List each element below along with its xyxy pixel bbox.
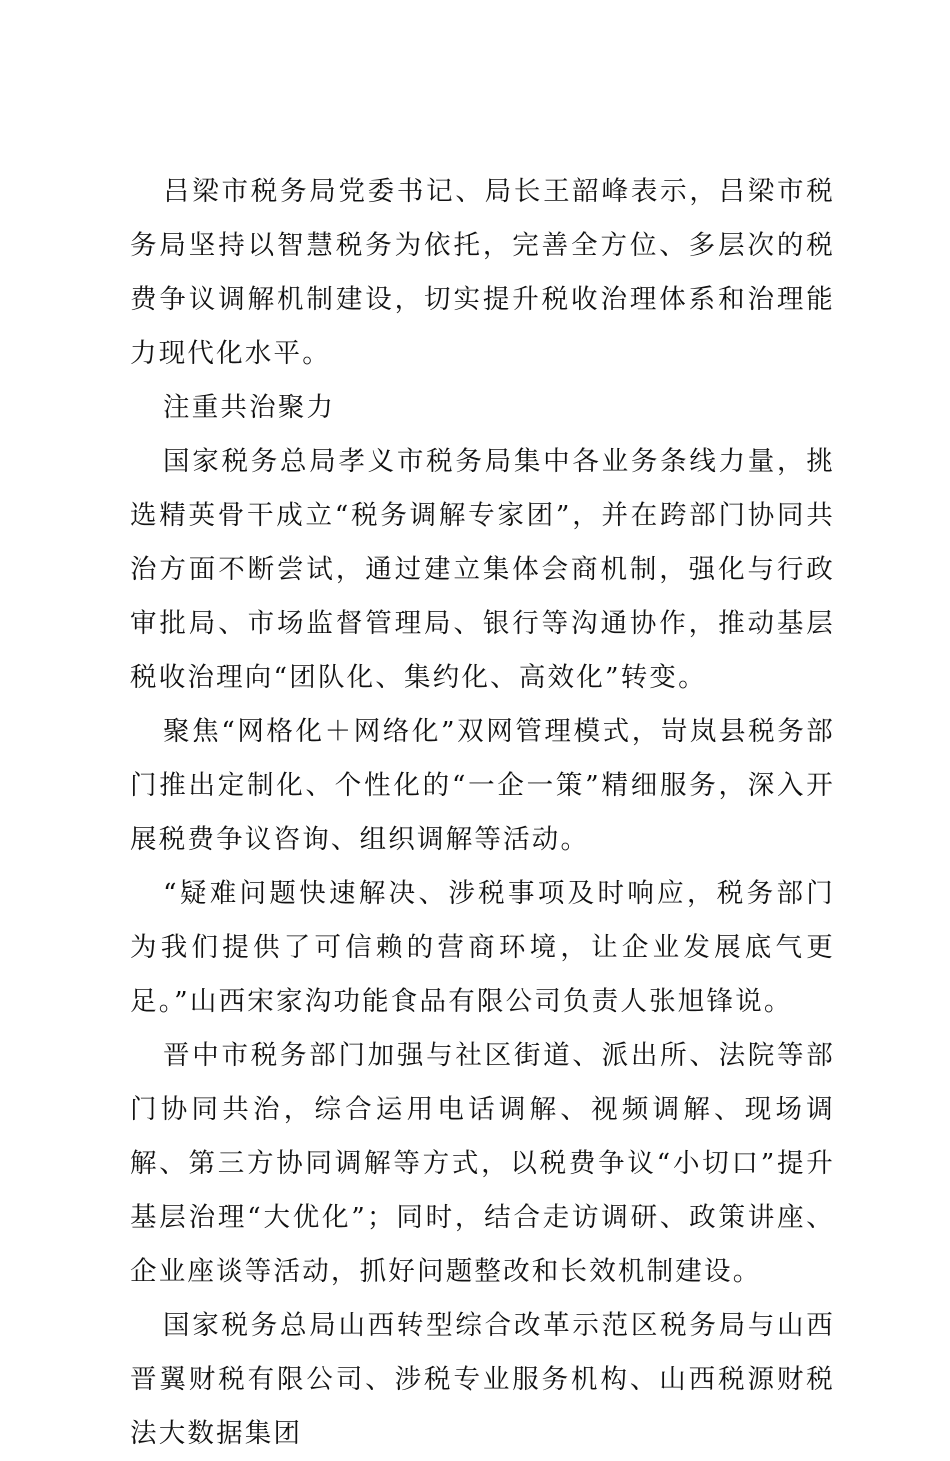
paragraph-quote: “疑难问题快速解决、涉税事项及时响应，税务部门为我们提供了可信赖的营商环境，让企业发展底气更足。”山西宋家沟功能食品有限公司负责人张旭锋说。 (130, 878, 835, 1017)
paragraph-demonstration-zone: 国家税务总局山西转型综合改革示范区税务局与山西晋翼财税有限公司、涉税专业服务机构、山西税源财税法大数据集团 (130, 1310, 835, 1449)
article-body (130, 165, 835, 1461)
paragraph-leader-statement: 吕梁市税务局党委书记、局长王韶峰表示，吕梁市税务局坚持以智慧税务为依托，完善全方位、多层次的税费争议调解机制建设，切实提升税收治理体系和治理能力现代化水平。 (130, 176, 835, 369)
paragraph-jinzhong: 晋中市税务部门加强与社区街道、派出所、法院等部门协同共治，综合运用电话调解、视频调解、现场调解、第三方协同调解等方式，以税费争议“小切口”提升基层治理“大优化”；同时，结合走访调研、政策讲座、企业座谈等活动，抓好问题整改和长效机制建设。 (130, 1040, 835, 1287)
section-heading: 注重共治聚力 (163, 392, 336, 423)
paragraph-xiaoyi: 国家税务总局孝义市税务局集中各业务条线力量，挑选精英骨干成立“税务调解专家团”，并在跨部门协同共治方面不断尝试，通过建立集体会商机制，强化与行政审批局、市场监督管理局、银行等沟通协作，推动基层税收治理向“团队化、集约化、高效化”转变。 (130, 446, 835, 693)
paragraph-kelan: 聚焦“网格化＋网络化”双网管理模式，岢岚县税务部门推出定制化、个性化的“一企一策”精细服务，深入开展税费争议咨询、组织调解等活动。 (130, 716, 835, 855)
